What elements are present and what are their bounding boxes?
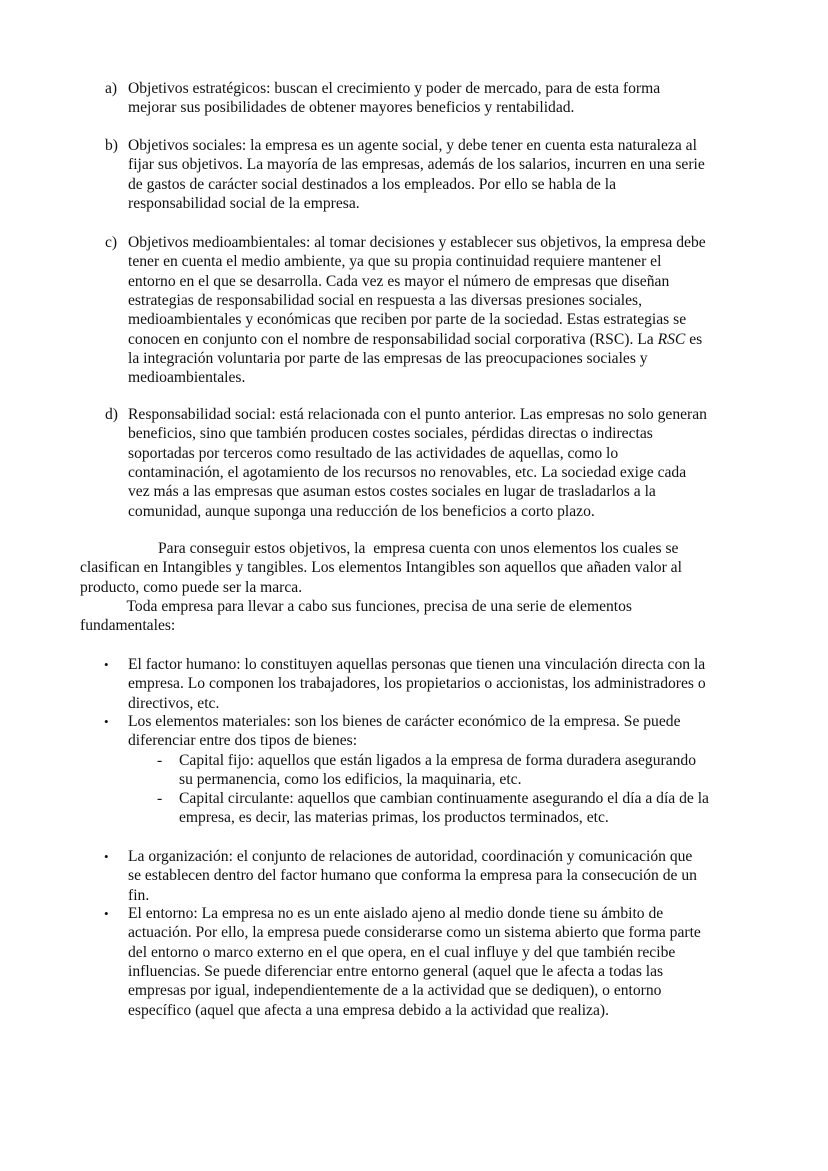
list-label: c): [105, 234, 118, 251]
sub-circulating-capital: Capital circulante: aquellos que cambian continuamente asegurando el día a día de la empresa, es decir, las materias primas, los productos terminados, etc.: [179, 790, 709, 827]
dash-icon: -: [157, 790, 163, 807]
element-human: El factor humano: lo constituyen aquellas personas que tienen una vinculación directa con la empresa. Lo componen los trabajadores, los propietarios o accionistas, los administradores o directivos, etc.: [128, 656, 706, 712]
paragraph-fundamental: Toda empresa para llevar a cabo sus funciones, precisa de una serie de elementos fundamentales:: [80, 598, 632, 635]
list-label: a): [105, 80, 118, 97]
element-environment: El entorno: La empresa no es un ente aislado ajeno al medio donde tiene su ámbito de actuación. Por ello, la empresa puede considerarse como un sistema abierto que forma parte del entorno o marco externo en el que opera, en el cual influye y del que también recibe influencias. Se puede diferenciar entre entorno general (aquel que le afecta a todas las empresas por igual, independientemente de a la actividad que se dediquen), o entorno específico (aquel que afecta a una empresa debido a la actividad que realiza).: [128, 905, 701, 1019]
text-run: Objetivos medioambientales: al tomar decisiones y establecer sus objetivos, la empresa debe tener en cuenta el medio ambiente, ya que su propia continuidad requiere mantener el entorno en el que se desarrolla. Cada vez es mayor el número de empresas que diseñan estrategias de responsabilidad social en respuesta a las diversas presiones sociales, medioambientales y económicas que reciben por parte de la sociedad. Estas estrategias se conocen en conjunto con el nombre de responsabilidad social corporativa (RSC). La: [128, 234, 706, 348]
objective-strategic: Objetivos estratégicos: buscan el crecimiento y poder de mercado, para de esta forma mejorar sus posibilidades de obtener mayores beneficios y rentabilidad.: [128, 80, 661, 117]
dash-icon: -: [157, 752, 163, 769]
list-label: d): [105, 406, 118, 423]
italic-term: RSC: [657, 330, 686, 348]
bullet-icon: •: [104, 714, 109, 729]
paragraph-elements-intro: Para conseguir estos objetivos, la empresa cuenta con unos elementos los cuales se clasifican en Intangibles y tangibles. Los elementos Intangibles son aquellos que añaden valor al producto, como puede ser la marca.: [80, 540, 682, 596]
bullet-icon: •: [104, 906, 109, 921]
objective-responsibility: Responsabilidad social: está relacionada con el punto anterior. Las empresas no solo generan beneficios, sino que también producen costes sociales, pérdidas directas o indirectas soportadas por terceros como resultado de las actividades de aquellas, como lo contaminación, el agotamiento de los recursos no renovables, etc. La sociedad exige cada vez más a las empresas que asuman estos costes sociales en lugar de trasladarlos a la comunidad, aunque suponga una reducción de los beneficios a corto plazo.: [128, 406, 707, 520]
bullet-icon: •: [104, 657, 109, 672]
text-run: es la integración voluntaria por parte de las empresas de las preocupaciones sociales y medioambientales.: [128, 330, 703, 387]
bullet-icon: •: [104, 849, 109, 864]
list-label: b): [105, 137, 118, 154]
sub-fixed-capital: Capital fijo: aquellos que están ligados a la empresa de forma duradera asegurando su permanencia, como los edificios, la maquinaria, etc.: [179, 752, 696, 789]
objective-social: Objetivos sociales: la empresa es un agente social, y debe tener en cuenta esta naturaleza al fijar sus objetivos. La mayoría de las empresas, además de los salarios, incurren en una serie de gastos de carácter social destinados a los empleados. Por ello se habla de la responsabilidad social de la empresa.: [128, 137, 705, 213]
element-organization: La organización: el conjunto de relaciones de autoridad, coordinación y comunicación que se establecen dentro del factor humano que conforma la empresa para la consecución de un fin.: [128, 848, 697, 904]
objective-environmental: [128, 233, 706, 388]
element-materials: Los elementos materiales: son los bienes de carácter económico de la empresa. Se puede diferenciar entre dos tipos de bienes:: [128, 713, 681, 750]
